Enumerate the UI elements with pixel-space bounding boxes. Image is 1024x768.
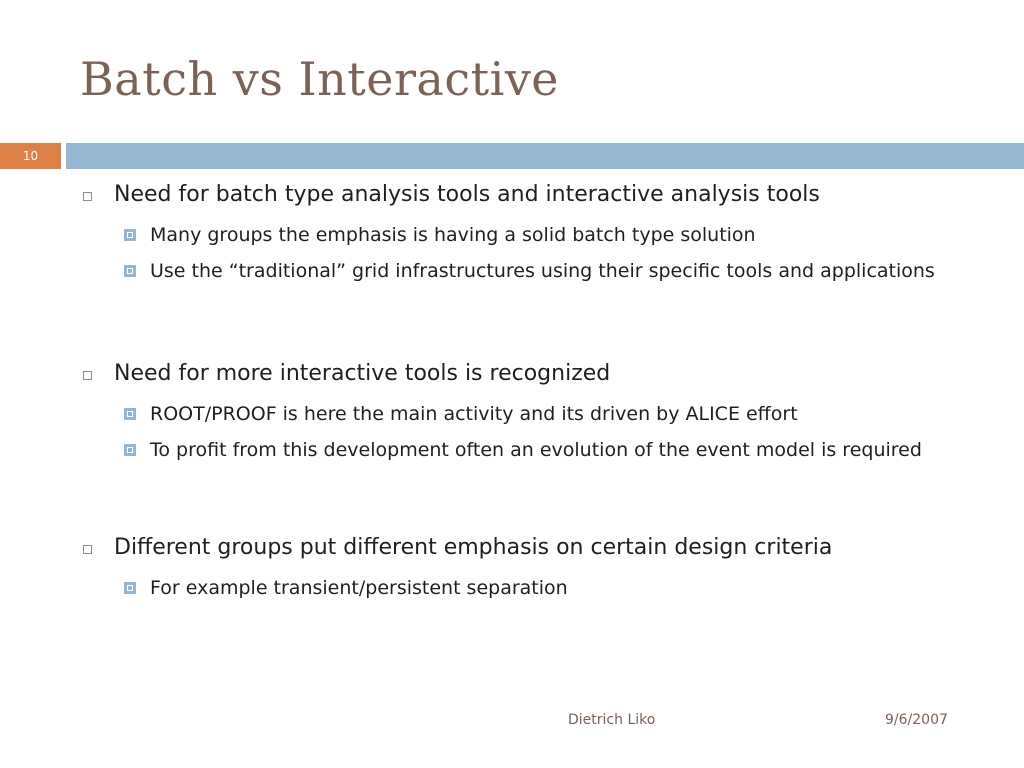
bullet-3 [114,535,832,560]
sub-bullet-1-2 [150,258,980,284]
square-bullet-icon [124,265,136,277]
title-band [0,143,1024,169]
sub-bullet-2-2-text: To profit from this development often an evolution of the event model is required [150,439,922,461]
hollow-square-bullet-icon [83,371,92,380]
square-bullet-icon [124,582,136,594]
bullet-3-text: Different groups put different emphasis on certain design criteria [114,535,833,560]
square-bullet-icon [124,444,136,456]
sub-bullet-3-1 [150,575,980,601]
bullet-1 [114,182,820,207]
square-bullet-icon [124,408,136,420]
hollow-square-bullet-icon [83,545,92,554]
sub-bullet-1-2-text: Use the “traditional” grid infrastructures using their specific tools and applications [150,260,935,282]
sub-bullet-1-1 [150,222,980,248]
sub-bullet-3-1-text: For example transient/persistent separation [150,577,568,599]
hollow-square-bullet-icon [83,192,92,201]
bullet-2-text: Need for more interactive tools is recognized [114,361,611,386]
bullet-1-text: Need for batch type analysis tools and interactive analysis tools [114,182,820,207]
accent-bar [66,143,1024,169]
sub-bullet-1-1-text: Many groups the emphasis is having a solid batch type solution [150,224,756,246]
footer-author: Dietrich Liko [568,712,656,728]
square-bullet-icon [124,229,136,241]
sub-bullet-2-2 [150,437,980,463]
slide-title: Batch vs Interactive [80,52,560,106]
sub-bullet-2-1 [150,401,980,427]
slide-number: 10 [0,143,61,169]
sub-bullet-2-1-text: ROOT/PROOF is here the main activity and its driven by ALICE effort [150,403,798,425]
bullet-2 [114,361,610,386]
footer-date: 9/6/2007 [885,712,948,728]
